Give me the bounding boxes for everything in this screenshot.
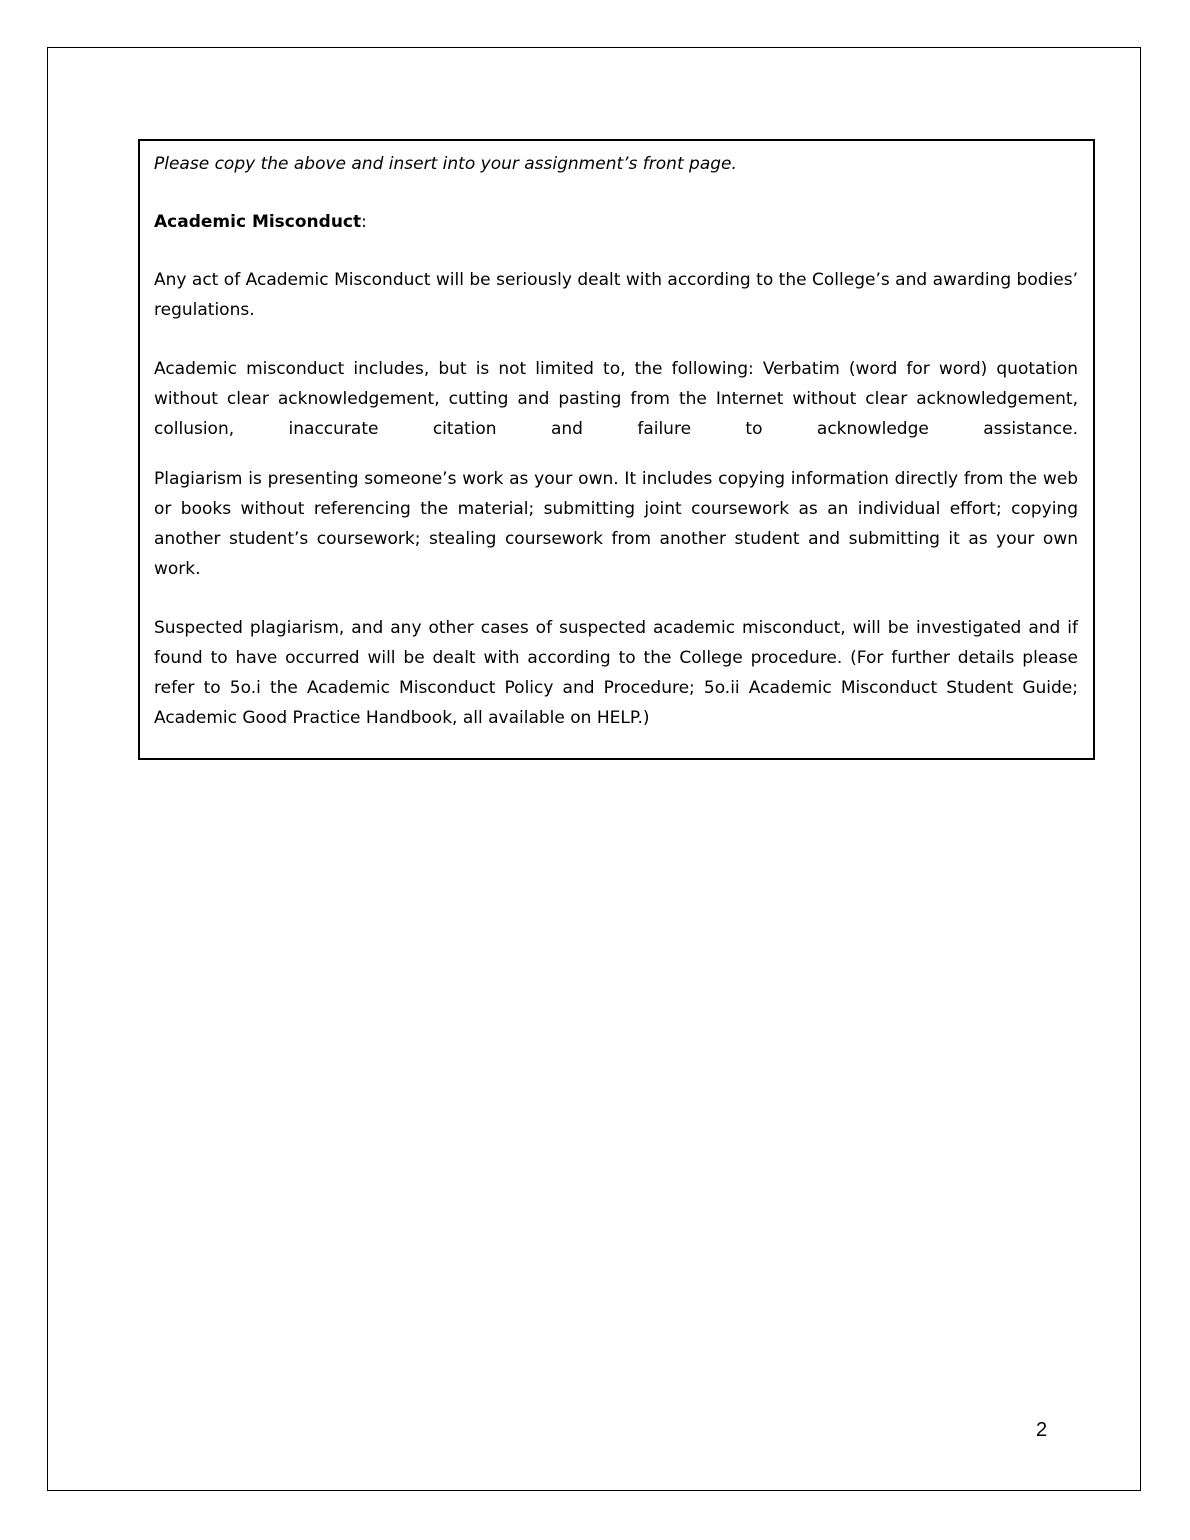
page-number: 2 <box>1036 1419 1048 1441</box>
plagiarism-paragraph: Plagiarism is presenting someone’s work as your own. It includes copying information directly from the web or books without referencing the material; submitting joint coursework as an individual effort; copying another student’s coursework; stealing coursework from another student and submitting it as your own work. <box>154 469 1078 579</box>
investigation-paragraph: Suspected plagiarism, and any other cases of suspected academic misconduct, will be investigated and if found to have occurred will be dealt with according to the College procedure. (For further details please refer to 5o.i the Academic Misconduct Policy and Procedure; 5o.ii Academic Misconduct Student Guide; Academic Good Practice Handbook, all available on HELP.) <box>154 618 1078 728</box>
misconduct-paragraph-1: Any act of Academic Misconduct will be seriously dealt with according to the College’s and awarding bodies’ regulations. <box>154 270 1078 320</box>
section-heading <box>154 207 1078 237</box>
section-heading-colon: : <box>361 212 367 232</box>
copy-instruction: Please copy the above and insert into your assignment’s front page. <box>154 154 737 174</box>
misconduct-paragraph-2: Academic misconduct includes, but is not limited to, the following: Verbatim (word for word) quotation without clear acknowledgement, cutting and pasting from the Internet without clear acknowledgement, collusion, inaccurate citation and failure to acknowledge assistance. <box>154 359 1078 439</box>
academic-misconduct-notice <box>138 139 1095 760</box>
section-heading-text: Academic Misconduct <box>154 212 362 232</box>
